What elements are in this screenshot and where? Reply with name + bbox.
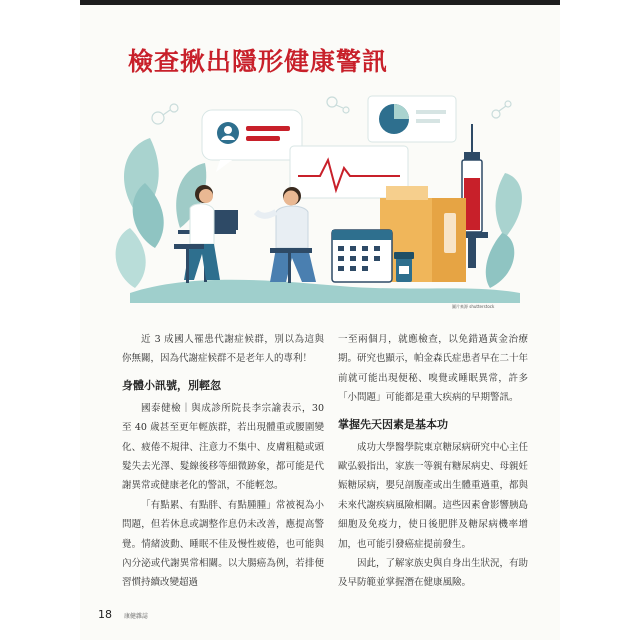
medicine-bottle-icon — [394, 252, 414, 282]
article-title: 檢查揪出隱形健康警訊 — [128, 47, 389, 76]
section-heading-genetics: 掌握先天因素是基本功 — [338, 417, 448, 431]
pie-chart-card — [368, 96, 456, 142]
body-paragraph: 「有點累、有點胖、有點腫腫」常被視為小問題，但若休息或調整作息仍未改善，應提高警覺。情緒波動、睡眠不佳及慢性疲倦，也可能與內分泌或代謝異常相關。以大腸癌為例，若排便習慣持續改變超過 — [122, 499, 324, 589]
body-paragraph: 成功大學醫學院東京糖尿病研究中心主任歐弘毅指出，家族一等親有糖尿病史、母親妊娠糖尿病，嬰兒剖腹產或出生體重過重，都與未來代謝疾病風險相關。這些因素會影響胰島細胞及免疫力，使日後肥胖及糖尿病機率增加，也可能引發癌症提前發生。 — [338, 441, 529, 550]
body-paragraph: 因此，了解家族史與自身出生狀況，有助及早防範並掌握潛在健康風險。 — [338, 558, 529, 589]
intro-paragraph: 近 3 成國人罹患代謝症候群，別以為這與你無關，因為代謝症候群不是老年人的專利！ — [122, 334, 324, 365]
magazine-name: 康健雜誌 — [124, 613, 149, 620]
body-paragraph: 國泰健檢｜與成診所院長李宗諭表示，30 至 40 歲甚至更年輕族群，若出現體重或腰圍變化、疲倦不規律、注意力不集中、皮膚粗糙或頭髮失去光澤、髮線後移等細微跡象，都可能是代謝異常或健康老化的警訊，不能輕忽。 — [122, 402, 324, 492]
body-paragraph: 一至兩個月，就應檢查，以免錯過黃金治療期。研究也顯示，帕金森氏症患者早在二十年前就可能出現便秘、嗅覺或睡眠異常，許多「小問題」可能都是重大疾病的早期警訊。 — [338, 334, 529, 404]
patient-figure — [256, 187, 316, 283]
section-heading-signals: 身體小訊號，別輕忽 — [122, 378, 221, 392]
ground-blob — [130, 280, 520, 303]
profile-card-bubble — [202, 110, 302, 172]
medical-checkup-illustration — [110, 88, 530, 310]
page-number: 18 — [98, 608, 112, 621]
image-credit: 圖片來源 shutterstock — [452, 304, 495, 309]
right-column — [338, 330, 528, 593]
document-folders — [380, 186, 466, 282]
plant-leaves-right — [486, 173, 522, 288]
left-column — [122, 330, 324, 593]
calendar-icon — [332, 230, 392, 282]
